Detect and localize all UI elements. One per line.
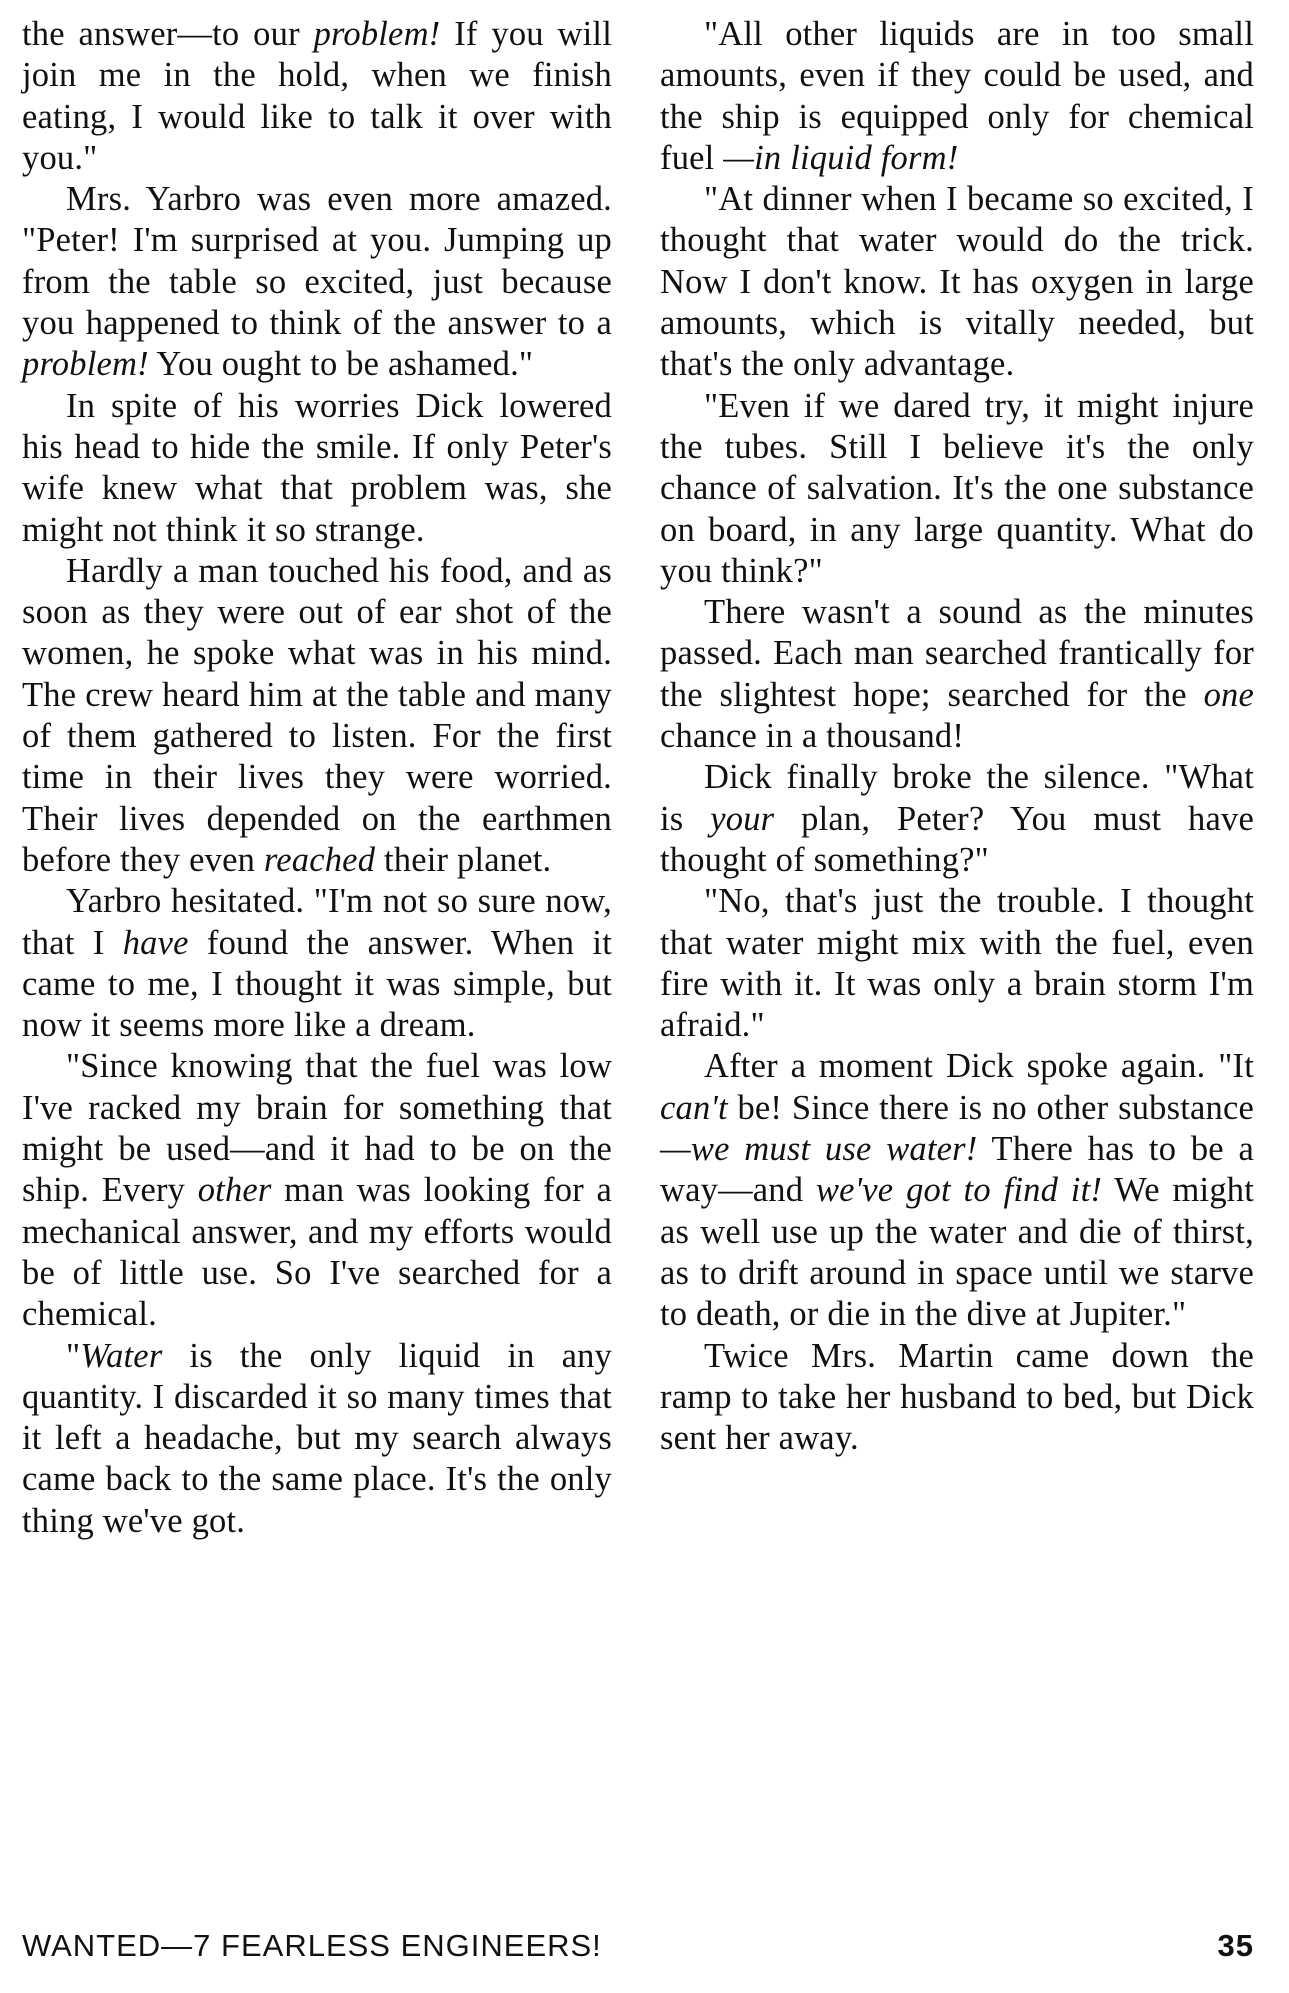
paragraph [660,14,1254,179]
text-run: In spite of his worries Dick lowered his head to hide the smile. If only Peter's wife knew what that problem was, she might not think it so strange. [22,386,612,549]
paragraph [22,179,612,385]
text-run: You ought to be ashamed." [148,345,534,384]
italic-text: other [197,1171,272,1210]
text-run: the answer—to our [22,15,314,53]
paragraph [660,592,1254,757]
italic-text: have [122,923,189,962]
italic-text: reached [263,840,376,879]
paragraph [22,551,612,881]
text-run: We might as well use up the water and die of thirst, as to drift around in space until we starve to death, or die in the dive at Jupiter." [660,1171,1255,1334]
paragraph [22,1336,612,1542]
italic-text: —in liquid form! [723,138,959,177]
italic-text: problem! [313,15,441,53]
text-run: man was looking for a mechanical answer, and my efforts would be of little use. So I've searched for a chemical. [22,1171,612,1334]
text-run: Dick finally broke the silence. "What is [660,758,1254,838]
left-text-column [22,14,612,1542]
paragraph [22,1046,612,1335]
text-run: " [66,1336,81,1375]
text-run: plan, Peter? You must have thought of something?" [660,799,1254,879]
paragraph [22,881,612,1046]
text-run: "Even if we dared try, it might injure the tubes. Still I believe it's the only chance of salvation. It's the one substance on board, in any large quantity. What do you think?" [660,386,1254,590]
text-run: be! Since there is no other substance [727,1088,1254,1127]
text-run: their planet. [375,840,552,879]
italic-text: —we must use water! [660,1130,978,1169]
text-run: "No, that's just the trouble. I thought that water might mix with the fuel, even fire with it. It was only a brain storm I'm afraid." [660,882,1254,1045]
paragraph [660,881,1254,1046]
text-run: Mrs. Yarbro was even more amazed. "Peter! I'm surprised at you. Jumping up from the table so excited, just because you happened to think of the answer to a [22,180,612,343]
italic-text: one [1203,675,1254,714]
italic-text: we've got to find it! [815,1171,1103,1210]
paragraph [660,386,1254,592]
paragraph [660,179,1254,385]
text-run: Yarbro hesitated. "I'm not so sure now, that I [22,882,612,962]
paragraph [660,1046,1254,1335]
page-number: 35 [1217,1928,1254,1963]
italic-text: problem! [22,345,149,384]
text-run: After a moment Dick spoke again. "It [704,1047,1254,1086]
paragraph [660,1336,1254,1460]
text-run: found the answer. When it came to me, I thought it was simple, but now it seems more like a dream. [22,923,613,1045]
text-run: "Since knowing that the fuel was low I've racked my brain for something that might be used—and it had to be on the ship. Every [22,1047,612,1210]
text-run: "At dinner when I became so excited, I thought that water would do the trick. Now I don't know. It has oxygen in large amounts, which is vitally needed, but that's the only advantage. [660,180,1254,384]
page-footer [22,1928,1254,1972]
text-run: Hardly a man touched his food, and as soon as they were out of ear shot of the women, he spoke what was in his mind. The crew heard him at the table and many of them gathered to listen. For the first time in their lives they were worried. Their lives depended on the earthmen before they even [22,551,612,879]
italic-text: your [710,799,775,838]
text-run: chance in a thousand! [660,717,965,756]
running-footer-title: WANTED—7 FEARLESS ENGINEERS! [22,1928,602,1963]
italic-text: Water [80,1336,163,1375]
text-run: is the only liquid in any quantity. I discarded it so many times that it left a headache, but my search always came back to the same place. It's the only thing we've got. [22,1336,612,1540]
right-text-column [660,14,1254,1459]
text-run: Twice Mrs. Martin came down the ramp to take her husband to bed, but Dick sent her away. [660,1336,1254,1458]
text-run: There wasn't a sound as the minutes passed. Each man searched frantically for the slightest hope; searched for the [660,593,1254,714]
paragraph [22,14,612,179]
text-run: There has to be a way—and [660,1130,1254,1210]
paragraph [660,757,1254,881]
paragraph [22,386,612,551]
text-run: "All other liquids are in too small amounts, even if they could be used, and the ship is equipped only for chemical fuel [660,15,1254,177]
text-run: If you will join me in the hold, when we finish eating, I would like to talk it over with you." [22,15,612,177]
italic-text: can't [660,1088,728,1127]
